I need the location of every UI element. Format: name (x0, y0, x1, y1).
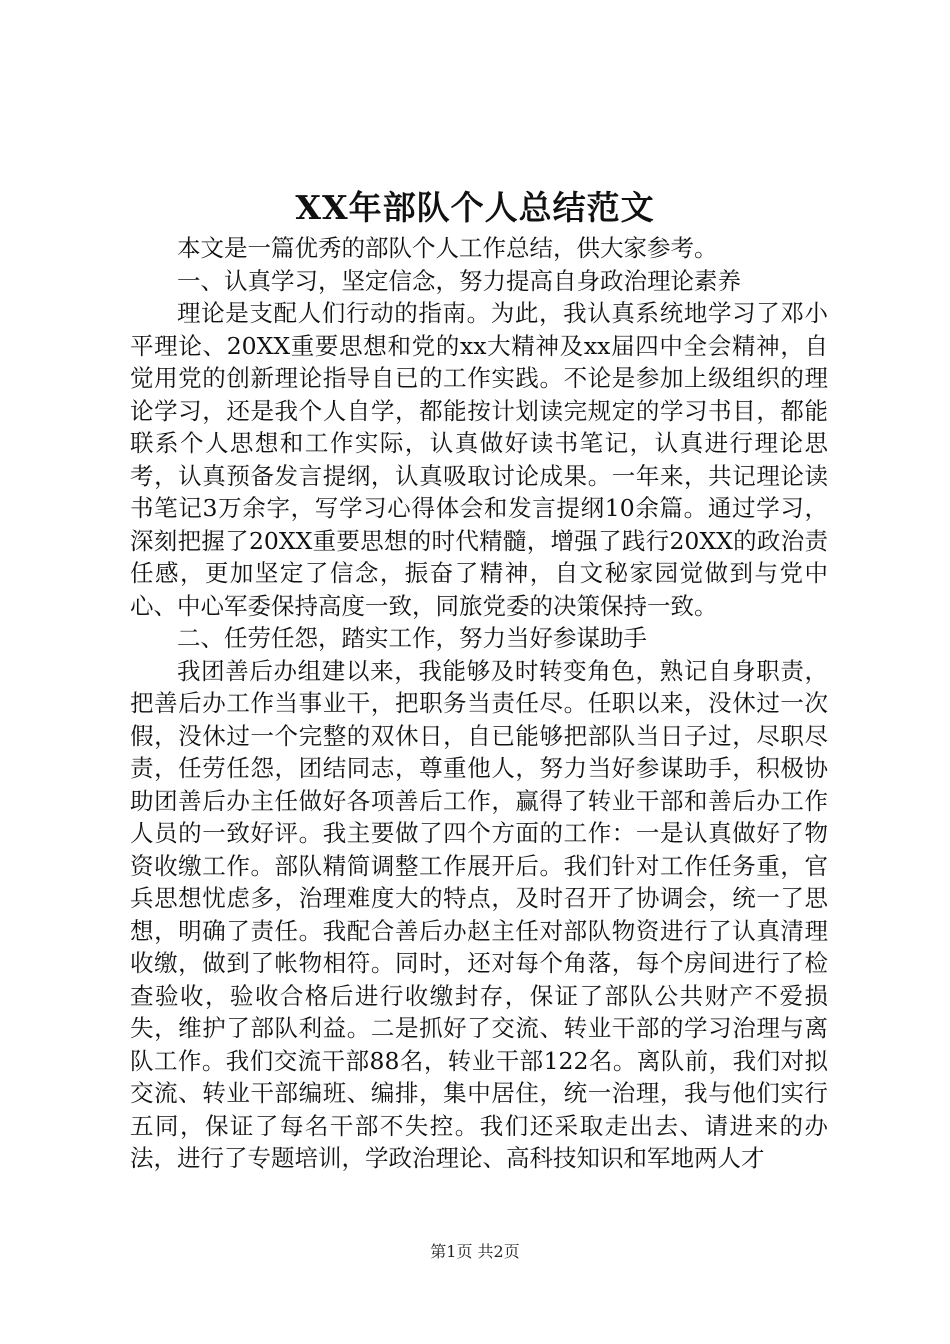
document-body (130, 232, 828, 1175)
section-paragraph-1: 理论是支配人们行动的指南。为此，我认真系统地学习了邓小平理论、20XX重要思想和党的xx大精神及xx届四中全会精神，自觉用党的创新理论指导自已的工作实践。不论是参加上级组织的理论学习，还是我个人自学，都能按计划读完规定的学习书目，都能联系个人思想和工作实际，认真做好读书笔记，认真进行理论思考，认真预备发言提纲，认真吸取讨论成果。一年来，共记理论读书笔记3万余字，写学习心得体会和发言提纲10余篇。通过学习，深刻把握了20XX重要思想的时代精髓，增强了践行20XX的政治责任感，更加坚定了信念，振奋了精神，自文秘家园觉做到与党中心、中心军委保持高度一致，同旅党委的决策保持一致。 (130, 299, 828, 620)
page-number-footer: 第1页 共2页 (430, 1242, 520, 1261)
intro-paragraph: 本文是一篇优秀的部队个人工作总结，供大家参考。 (177, 234, 718, 262)
section-paragraph-2: 我团善后办组建以来，我能够及时转变角色，熟记自身职责，把善后办工作当事业干，把职务当责任尽。任职以来，没休过一次假，没休过一个完整的双休日，自已能够把部队当日子过，尽职尽责，任劳任怨，团结同志，尊重他人，努力当好参谋助手，积极协助团善后办主任做好各项善后工作，赢得了转业干部和善后办工作人员的一致好评。我主要做了四个方面的工作：一是认真做好了物资收缴工作。部队精简调整工作展开后。我们针对工作任务重，官兵思想忧虑多，治理难度大的特点，及时召开了协调会，统一了思想，明确了责任。我配合善后办赵主任对部队物资进行了认真清理收缴，做到了帐物相符。同时，还对每个角落，每个房间进行了检查验收，验收合格后进行收缴封存，保证了部队公共财产不爱损失，维护了部队利益。二是抓好了交流、转业干部的学习治理与离队工作。我们交流干部88名，转业干部122名。离队前，我们对拟交流、转业干部编班、编排，集中居住，统一治理，我与他们实行五同，保证了每名干部不失控。我们还采取走出去、请进来的办法，进行了专题培训，学政治理论、高科技知识和军地两人才 (130, 656, 828, 1172)
section-heading-1: 一、认真学习，坚定信念，努力提高自身政治理论素养 (177, 266, 741, 295)
document-title: XX年部队个人总结范文 (295, 188, 655, 227)
section-heading-2: 二、任劳任怨，踏实工作，努力当好参谋助手 (177, 624, 647, 652)
